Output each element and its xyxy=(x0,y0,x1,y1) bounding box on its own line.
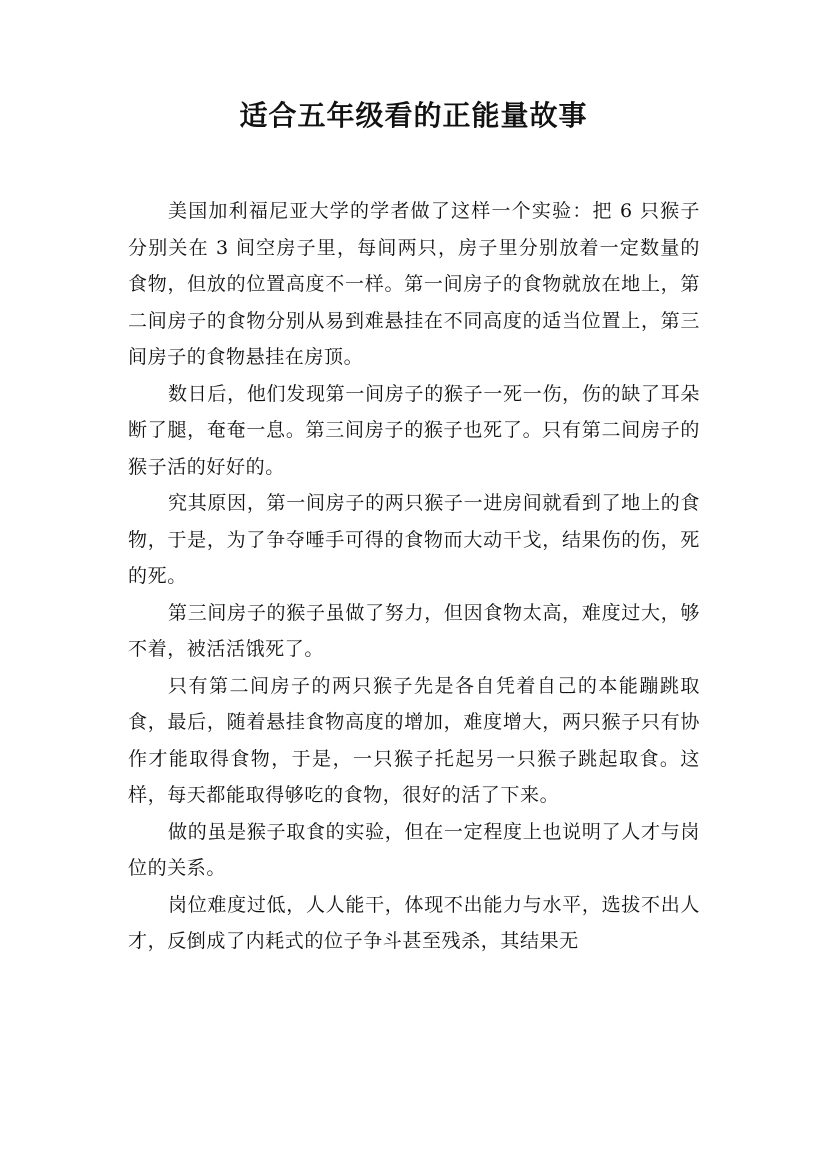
document-title: 适合五年级看的正能量故事 xyxy=(239,99,588,132)
paragraph-7: 岗位难度过低，人人能干，体现不出能力与水平，选拔不出人才，反倒成了内耗式的位子争斗甚至残杀，其结果无 xyxy=(128,893,700,952)
paragraph-6: 做的虽是猴子取食的实验，但在一定程度上也说明了人才与岗位的关系。 xyxy=(128,820,700,879)
paragraph-5: 只有第二间房子的两只猴子先是各自凭着自己的本能蹦跳取食，最后，随着悬挂食物高度的增加，难度增大，两只猴子只有协作才能取得食物，于是，一只猴子托起另一只猴子跳起取食。这样，每天都能取得够吃的食物，很好的活了下来。 xyxy=(128,674,700,806)
paragraph-4: 第三间房子的猴子虽做了努力，但因食物太高，难度过大，够不着，被活活饿死了。 xyxy=(128,601,700,660)
paragraph-3: 究其原因，第一间房子的两只猴子一进房间就看到了地上的食物，于是，为了争夺唾手可得的食物而大动干戈，结果伤的伤，死的死。 xyxy=(128,492,700,587)
document-body xyxy=(128,193,700,960)
paragraph-2: 数日后，他们发现第一间房子的猴子一死一伤，伤的缺了耳朵断了腿，奄奄一息。第三间房子的猴子也死了。只有第二间房子的猴子活的好好的。 xyxy=(128,382,700,478)
paragraph-1: 美国加利福尼亚大学的学者做了这样一个实验：把 6 只猴子分别关在 3 间空房子里，每间两只，房子里分别放着一定数量的食物，但放的位置高度不一样。第一间房子的食物就放在地上，第二间房子的食物分别从易到难悬挂在不同高度的适当位置上，第三间房子的食物悬挂在房顶。 xyxy=(128,200,700,368)
